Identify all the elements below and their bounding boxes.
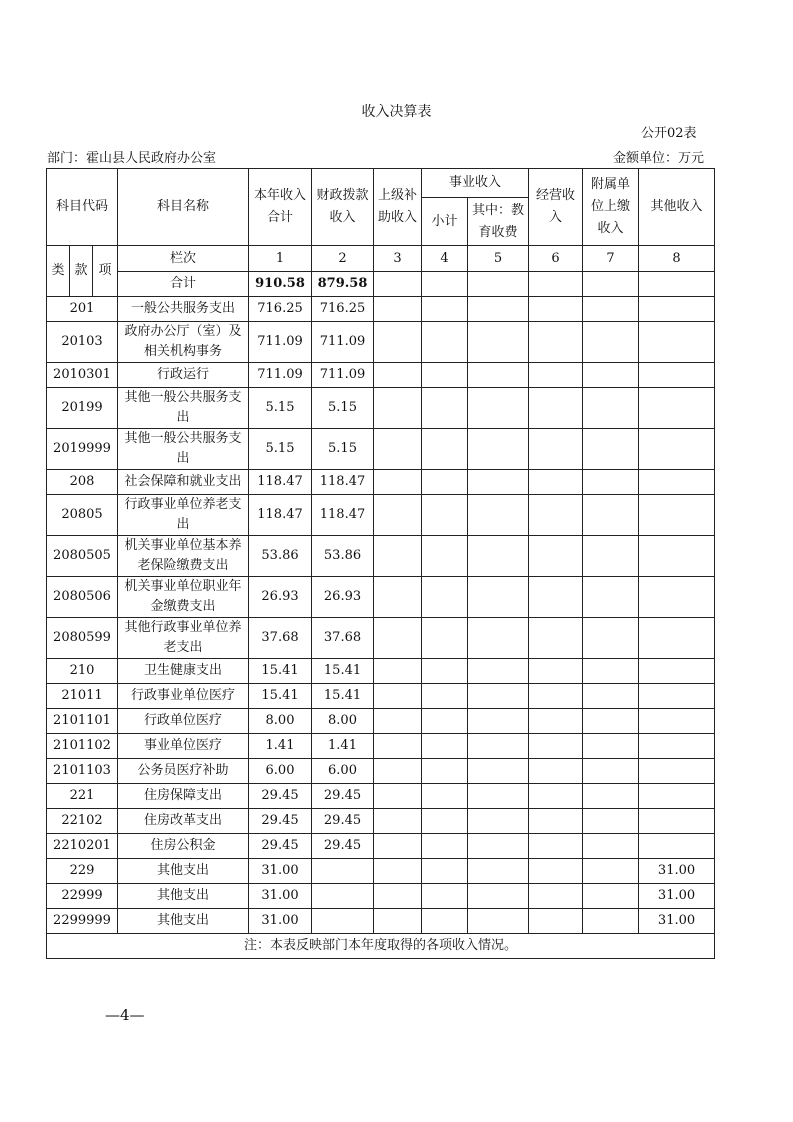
row-operating-income [529,809,583,834]
column-index-6: 6 [529,246,583,272]
row-superior-subsidy [374,734,422,759]
row-affiliate-income [583,909,639,934]
row-operating-income [529,577,583,618]
row-operating-income [529,734,583,759]
row-affiliate-income [583,709,639,734]
row-subject-code: 20199 [47,388,118,429]
header-subtotal: 小计 [422,198,468,246]
column-index-4: 4 [422,246,468,272]
row-other-income: 31.00 [639,909,715,934]
row-operating-income [529,388,583,429]
row-education-fees [468,322,529,363]
row-total-income: 5.15 [249,429,312,470]
row-affiliate-income [583,834,639,859]
row-subject-name: 社会保障和就业支出 [118,470,249,495]
row-other-income [639,684,715,709]
page-number: —4— [105,1006,145,1024]
row-superior-subsidy [374,322,422,363]
row-affiliate-income [583,322,639,363]
row-total-income: 31.00 [249,859,312,884]
row-subject-name: 行政事业单位医疗 [118,684,249,709]
row-total-income: 15.41 [249,684,312,709]
row-business-subtotal [422,859,468,884]
table-row [47,577,715,618]
row-other-income [639,429,715,470]
row-business-subtotal [422,684,468,709]
row-other-income [639,834,715,859]
row-superior-subsidy [374,709,422,734]
row-affiliate-income [583,577,639,618]
row-total-income: 15.41 [249,659,312,684]
row-business-subtotal [422,759,468,784]
row-subject-name: 公务员医疗补助 [118,759,249,784]
row-subject-name: 其他支出 [118,859,249,884]
row-other-income [639,659,715,684]
row-subject-name: 其他支出 [118,909,249,934]
row-business-subtotal [422,909,468,934]
row-other-income [639,618,715,659]
row-business-subtotal [422,536,468,577]
row-business-subtotal [422,618,468,659]
column-index-5: 5 [468,246,529,272]
table-row [47,884,715,909]
row-subject-name: 机关事业单位基本养老保险缴费支出 [118,536,249,577]
row-other-income [639,536,715,577]
header-column-index-label: 栏次 [118,246,249,272]
row-subject-code: 229 [47,859,118,884]
table-row [47,659,715,684]
row-education-fees [468,884,529,909]
row-subject-code: 2080505 [47,536,118,577]
header-category-xiang: 项 [93,246,118,297]
row-total-income: 5.15 [249,388,312,429]
table-row [47,759,715,784]
row-operating-income [529,429,583,470]
row-business-subtotal [422,784,468,809]
row-operating-income [529,684,583,709]
row-total-income: 711.09 [249,322,312,363]
row-education-fees [468,388,529,429]
total-other-value [639,272,715,297]
row-subject-code: 2210201 [47,834,118,859]
row-fiscal-income [312,884,374,909]
table-row [47,784,715,809]
row-subject-code: 2101103 [47,759,118,784]
column-index-1: 1 [249,246,312,272]
row-fiscal-income: 6.00 [312,759,374,784]
row-subject-code: 208 [47,470,118,495]
row-fiscal-income [312,909,374,934]
row-affiliate-income [583,759,639,784]
row-fiscal-income: 118.47 [312,470,374,495]
header-operating-income: 经营收入 [529,169,583,246]
row-subject-code: 2101101 [47,709,118,734]
row-subject-code: 20805 [47,495,118,536]
row-education-fees [468,709,529,734]
row-superior-subsidy [374,659,422,684]
row-business-subtotal [422,809,468,834]
row-subject-name: 住房公积金 [118,834,249,859]
header-other-income: 其他收入 [639,169,715,246]
table-row [47,618,715,659]
amount-unit-label: 金额单位：万元 [613,151,705,166]
table-row [47,809,715,834]
row-business-subtotal [422,495,468,536]
row-operating-income [529,297,583,322]
row-subject-code: 2080599 [47,618,118,659]
row-total-income: 118.47 [249,470,312,495]
row-fiscal-income: 5.15 [312,388,374,429]
header-subject-name: 科目名称 [118,169,249,246]
row-subject-name: 其他行政事业单位养老支出 [118,618,249,659]
row-fiscal-income: 29.45 [312,784,374,809]
row-business-subtotal [422,322,468,363]
row-education-fees [468,859,529,884]
row-other-income: 31.00 [639,884,715,909]
table-row [47,909,715,934]
row-other-income [639,388,715,429]
row-affiliate-income [583,429,639,470]
row-affiliate-income [583,809,639,834]
row-superior-subsidy [374,759,422,784]
row-operating-income [529,659,583,684]
row-other-income [639,297,715,322]
row-subject-code: 21011 [47,684,118,709]
table-row [47,684,715,709]
row-total-income: 37.68 [249,618,312,659]
row-fiscal-income: 37.68 [312,618,374,659]
table-row [47,470,715,495]
row-education-fees [468,577,529,618]
row-superior-subsidy [374,495,422,536]
header-subject-code: 科目代码 [47,169,118,246]
header-business-income: 事业收入 [422,169,529,198]
row-fiscal-income: 29.45 [312,834,374,859]
row-fiscal-income: 8.00 [312,709,374,734]
row-education-fees [468,297,529,322]
row-operating-income [529,618,583,659]
header-affiliate-income: 附属单位上缴收入 [583,169,639,246]
row-subject-code: 22102 [47,809,118,834]
row-subject-name: 行政运行 [118,363,249,388]
header-education-fees: 其中：教育收费 [468,198,529,246]
row-business-subtotal [422,577,468,618]
column-index-2: 2 [312,246,374,272]
row-operating-income [529,884,583,909]
row-education-fees [468,784,529,809]
row-operating-income [529,536,583,577]
row-subject-code: 2080506 [47,577,118,618]
row-total-income: 1.41 [249,734,312,759]
row-superior-subsidy [374,784,422,809]
row-operating-income [529,495,583,536]
row-other-income [639,709,715,734]
row-subject-name: 卫生健康支出 [118,659,249,684]
row-superior-subsidy [374,577,422,618]
row-education-fees [468,909,529,934]
row-total-income: 716.25 [249,297,312,322]
row-education-fees [468,734,529,759]
row-other-income [639,577,715,618]
total-label: 合计 [118,272,249,297]
table-note: 注：本表反映部门本年度取得的各项收入情况。 [47,934,715,959]
row-subject-code: 221 [47,784,118,809]
row-superior-subsidy [374,834,422,859]
row-superior-subsidy [374,684,422,709]
row-fiscal-income: 15.41 [312,659,374,684]
row-superior-subsidy [374,884,422,909]
row-education-fees [468,659,529,684]
row-subject-name: 住房改革支出 [118,809,249,834]
row-subject-code: 210 [47,659,118,684]
row-business-subtotal [422,470,468,495]
row-total-income: 118.47 [249,495,312,536]
row-business-subtotal [422,388,468,429]
row-subject-code: 22999 [47,884,118,909]
row-education-fees [468,618,529,659]
row-business-subtotal [422,363,468,388]
row-operating-income [529,759,583,784]
row-education-fees [468,429,529,470]
row-fiscal-income: 711.09 [312,363,374,388]
row-total-income: 29.45 [249,834,312,859]
table-row [47,429,715,470]
row-education-fees [468,536,529,577]
header-total-income: 本年收入合计 [249,169,312,246]
row-fiscal-income: 53.86 [312,536,374,577]
table-title: 收入决算表 [361,104,432,120]
column-index-3: 3 [374,246,422,272]
row-affiliate-income [583,388,639,429]
header-fiscal-income: 财政拨款收入 [312,169,374,246]
row-superior-subsidy [374,909,422,934]
row-business-subtotal [422,884,468,909]
row-superior-subsidy [374,859,422,884]
department-label: 部门：霍山县人民政府办公室 [47,151,217,166]
row-total-income: 29.45 [249,784,312,809]
row-subject-name: 事业单位医疗 [118,734,249,759]
table-row [47,859,715,884]
total-row [47,272,715,297]
row-subject-name: 行政事业单位养老支出 [118,495,249,536]
row-other-income [639,734,715,759]
row-fiscal-income: 15.41 [312,684,374,709]
row-superior-subsidy [374,470,422,495]
row-affiliate-income [583,784,639,809]
table-row [47,495,715,536]
row-affiliate-income [583,884,639,909]
row-affiliate-income [583,495,639,536]
row-total-income: 711.09 [249,363,312,388]
column-index-8: 8 [639,246,715,272]
row-other-income: 31.00 [639,859,715,884]
row-subject-name: 其他支出 [118,884,249,909]
row-subject-code: 2010301 [47,363,118,388]
row-other-income [639,784,715,809]
row-other-income [639,809,715,834]
row-subject-code: 2101102 [47,734,118,759]
row-fiscal-income: 716.25 [312,297,374,322]
total-income-value: 910.58 [249,272,312,297]
row-subject-name: 政府办公厅（室）及相关机构事务 [118,322,249,363]
row-superior-subsidy [374,429,422,470]
row-business-subtotal [422,734,468,759]
row-education-fees [468,759,529,784]
table-row [47,834,715,859]
row-fiscal-income [312,859,374,884]
row-total-income: 26.93 [249,577,312,618]
row-subject-name: 其他一般公共服务支出 [118,429,249,470]
row-education-fees [468,684,529,709]
row-operating-income [529,470,583,495]
table-row [47,322,715,363]
total-fiscal-value: 879.58 [312,272,374,297]
row-other-income [639,363,715,388]
row-other-income [639,470,715,495]
row-other-income [639,322,715,363]
row-superior-subsidy [374,618,422,659]
note-row [47,934,715,959]
row-subject-code: 20103 [47,322,118,363]
row-subject-name: 机关事业单位职业年金缴费支出 [118,577,249,618]
row-affiliate-income [583,734,639,759]
income-final-accounts-table [46,168,715,959]
row-operating-income [529,784,583,809]
row-business-subtotal [422,659,468,684]
row-subject-code: 201 [47,297,118,322]
row-fiscal-income: 118.47 [312,495,374,536]
row-affiliate-income [583,536,639,577]
table-row [47,709,715,734]
row-subject-code: 2299999 [47,909,118,934]
row-affiliate-income [583,618,639,659]
row-subject-name: 行政单位医疗 [118,709,249,734]
table-row [47,363,715,388]
row-other-income [639,495,715,536]
row-fiscal-income: 5.15 [312,429,374,470]
row-affiliate-income [583,659,639,684]
row-education-fees [468,363,529,388]
row-operating-income [529,859,583,884]
row-total-income: 31.00 [249,884,312,909]
row-total-income: 8.00 [249,709,312,734]
row-affiliate-income [583,363,639,388]
header-superior-subsidy: 上级补助收入 [374,169,422,246]
row-business-subtotal [422,297,468,322]
column-index-7: 7 [583,246,639,272]
row-superior-subsidy [374,363,422,388]
row-subject-name: 一般公共服务支出 [118,297,249,322]
table-row [47,734,715,759]
row-other-income [639,759,715,784]
row-business-subtotal [422,709,468,734]
row-education-fees [468,809,529,834]
form-number: 公开02表 [641,126,697,141]
table-row [47,297,715,322]
row-fiscal-income: 26.93 [312,577,374,618]
table-row [47,536,715,577]
row-fiscal-income: 711.09 [312,322,374,363]
row-subject-code: 2019999 [47,429,118,470]
row-superior-subsidy [374,297,422,322]
table-row [47,388,715,429]
row-operating-income [529,322,583,363]
row-fiscal-income: 1.41 [312,734,374,759]
header-category-lei: 类 [47,246,70,297]
row-operating-income [529,363,583,388]
row-education-fees [468,470,529,495]
row-superior-subsidy [374,809,422,834]
row-total-income: 6.00 [249,759,312,784]
row-superior-subsidy [374,536,422,577]
row-total-income: 31.00 [249,909,312,934]
row-education-fees [468,834,529,859]
row-affiliate-income [583,684,639,709]
row-affiliate-income [583,859,639,884]
header-category-kuan: 款 [70,246,93,297]
row-operating-income [529,709,583,734]
row-business-subtotal [422,429,468,470]
row-subject-name: 其他一般公共服务支出 [118,388,249,429]
row-business-subtotal [422,834,468,859]
row-operating-income [529,909,583,934]
row-fiscal-income: 29.45 [312,809,374,834]
row-superior-subsidy [374,388,422,429]
row-affiliate-income [583,470,639,495]
row-operating-income [529,834,583,859]
row-total-income: 53.86 [249,536,312,577]
row-subject-name: 住房保障支出 [118,784,249,809]
row-total-income: 29.45 [249,809,312,834]
row-affiliate-income [583,297,639,322]
row-education-fees [468,495,529,536]
